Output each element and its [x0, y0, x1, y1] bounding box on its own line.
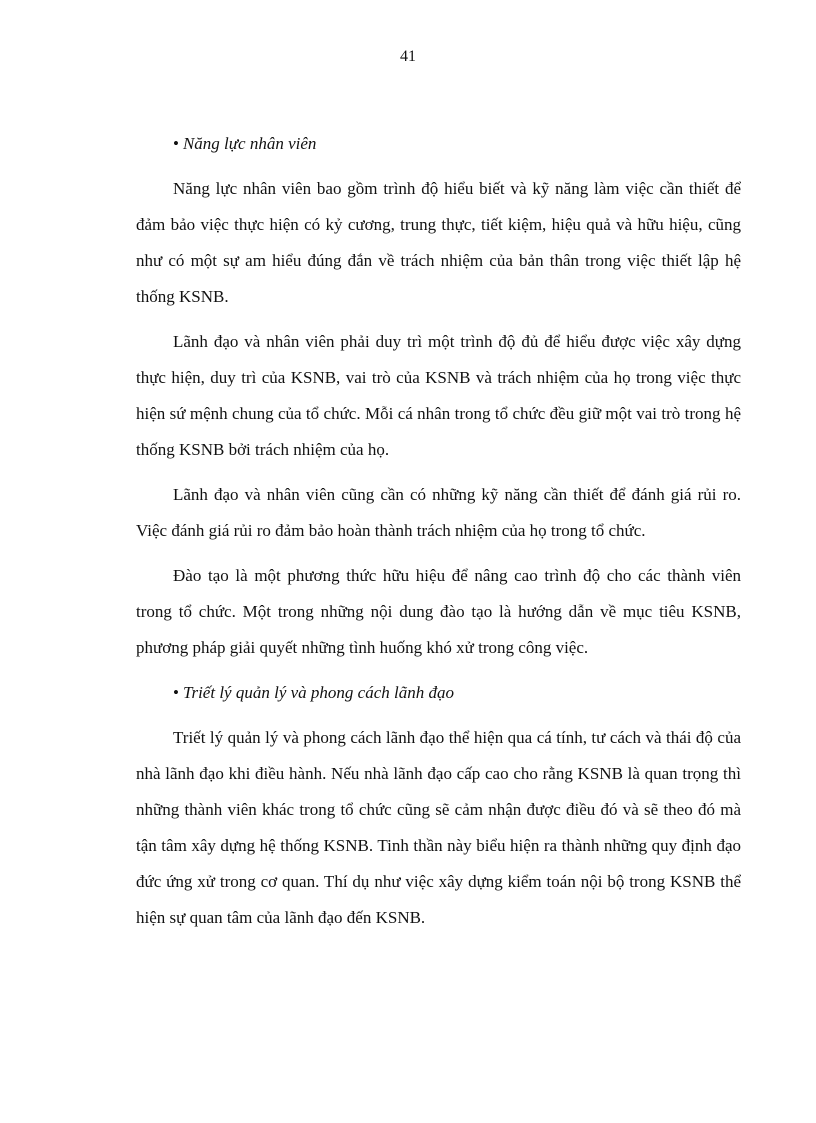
document-body — [136, 126, 741, 945]
bullet-icon: • — [173, 683, 179, 702]
page-number: 41 — [400, 48, 416, 65]
paragraph: Năng lực nhân viên bao gồm trình độ hiểu biết và kỹ năng làm việc cần thiết để đảm bảo việc thực hiện có kỷ cương, trung thực, tiết kiệm, hiệu quả và hữu hiệu, cũng như có một sự am hiểu đúng đắn về trách nhiệm của bản thân trong việc thiết lập hệ thống KSNB. — [136, 179, 741, 306]
paragraph: Lãnh đạo và nhân viên cũng cần có những kỹ năng cần thiết để đánh giá rủi ro. Việc đánh giá rủi ro đảm bảo hoàn thành trách nhiệm của họ trong tổ chức. — [136, 485, 741, 540]
section-heading-text: Năng lực nhân viên — [182, 134, 317, 153]
section-heading — [136, 675, 741, 711]
paragraph: Đào tạo là một phương thức hữu hiệu để nâng cao trình độ cho các thành viên trong tổ chức. Một trong những nội dung đào tạo là hướng dẫn về mục tiêu KSNB, phương pháp giải quyết những tình huống khó xử trong công việc. — [136, 566, 741, 657]
section-heading-text: Triết lý quản lý và phong cách lãnh đạo — [182, 683, 454, 702]
section-heading — [136, 126, 741, 162]
paragraph: Lãnh đạo và nhân viên phải duy trì một trình độ đủ để hiểu được việc xây dựng thực hiện, duy trì của KSNB, vai trò của KSNB và trách nhiệm của họ trong việc thực hiện sứ mệnh chung của tổ chức. Mỗi cá nhân trong tổ chức đều giữ một vai trò trong hệ thống KSNB bởi trách nhiệm của họ. — [136, 332, 741, 459]
bullet-icon: • — [173, 134, 179, 153]
paragraph: Triết lý quản lý và phong cách lãnh đạo thể hiện qua cá tính, tư cách và thái độ của nhà lãnh đạo khi điều hành. Nếu nhà lãnh đạo cấp cao cho rằng KSNB là quan trọng thì những thành viên khác trong tổ chức cũng sẽ cảm nhận được điều đó và sẽ theo đó mà tận tâm xây dựng hệ thống KSNB. Tinh thần này biểu hiện ra thành những quy định đạo đức ứng xử trong cơ quan. Thí dụ như việc xây dựng kiểm toán nội bộ trong KSNB thể hiện sự quan tâm của lãnh đạo đến KSNB. — [136, 728, 741, 927]
